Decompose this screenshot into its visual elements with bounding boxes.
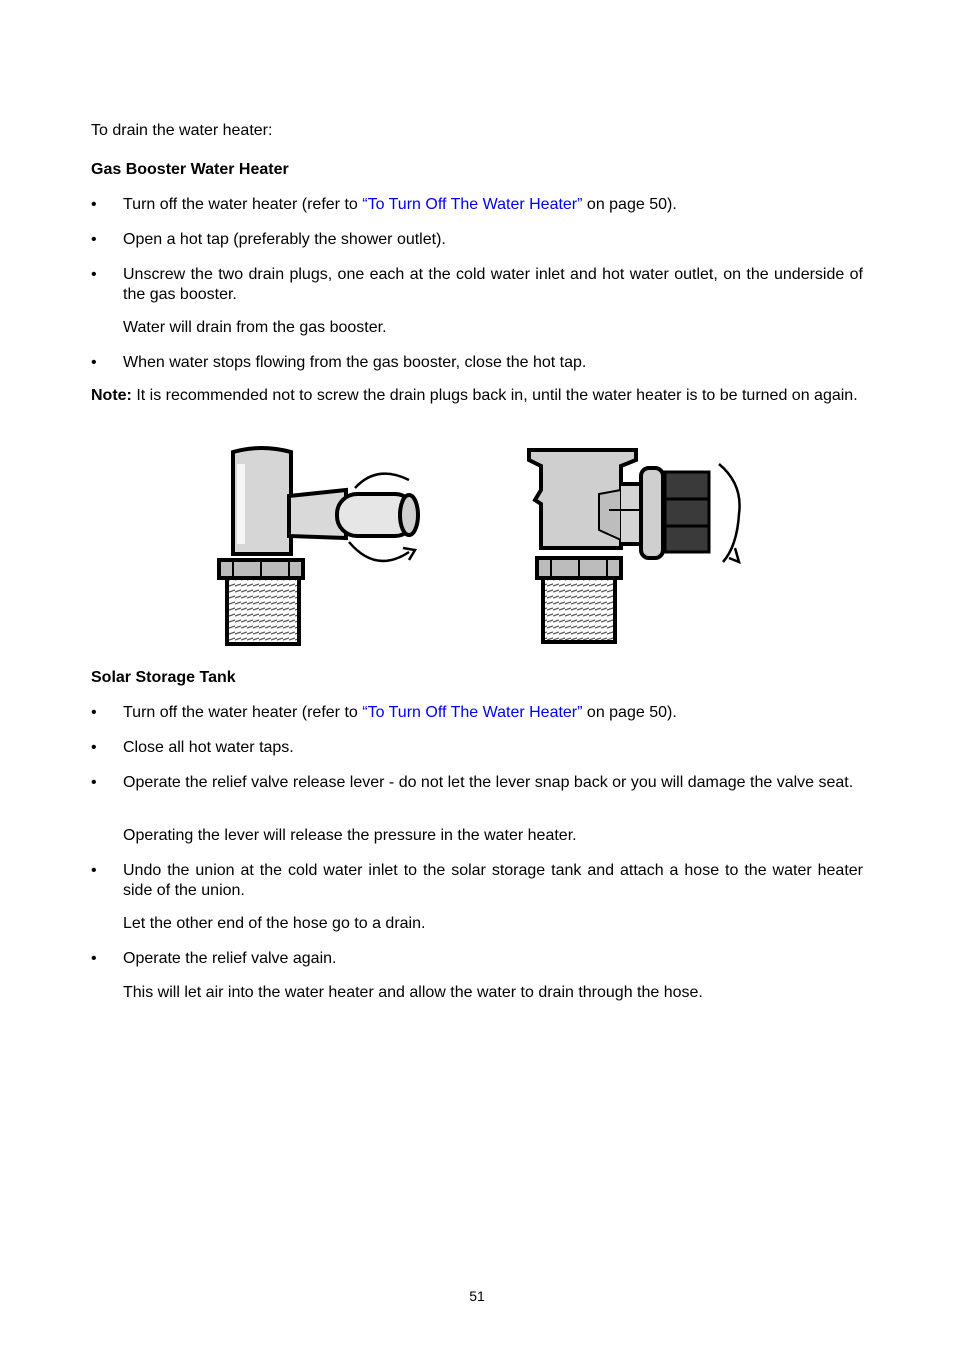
- bullet-icon: •: [91, 266, 97, 283]
- bullet-icon: •: [91, 196, 97, 213]
- bullet-icon: •: [91, 739, 97, 756]
- step-detail: Water will drain from the gas booster.: [123, 319, 387, 336]
- list-item: • Open a hot tap (preferably the shower outlet).: [91, 231, 446, 248]
- gas-step-3: [91, 265, 863, 305]
- step-detail: Let the other end of the hose go to a drain.: [123, 915, 426, 932]
- gas-step-4: [91, 353, 863, 373]
- bullet-icon: •: [91, 354, 97, 371]
- intro-text: To drain the water heater:: [91, 122, 273, 139]
- note-paragraph: Note: It is recommended not to screw the drain plugs back in, until the water heater is to be turned on again.: [91, 387, 858, 404]
- step-detail: This will let air into the water heater and allow the water to drain through the hose.: [123, 984, 703, 1001]
- page-number: 51: [469, 1288, 485, 1304]
- list-item: • Operate the relief valve again.: [91, 950, 337, 967]
- list-item: • Unscrew the two drain plugs, one each at the cold water inlet and hot water outlet, on the underside of the gas booster.: [91, 266, 863, 303]
- solar-step-5-detail: [91, 983, 863, 1003]
- bullet-icon: •: [91, 950, 97, 967]
- turn-off-heater-link[interactable]: “To Turn Off The Water Heater”: [362, 196, 583, 213]
- gas-step-3-detail: [91, 318, 863, 338]
- drain-plug-illustrations: [91, 444, 863, 650]
- solar-step-2: [91, 738, 863, 758]
- gas-step-2: [91, 230, 863, 250]
- step-detail: Operating the lever will release the pressure in the water heater.: [123, 827, 577, 844]
- bullet-icon: •: [91, 231, 97, 248]
- bullet-icon: •: [91, 704, 97, 721]
- bullet-icon: •: [91, 774, 97, 791]
- solar-storage-heading: Solar Storage Tank: [91, 669, 236, 686]
- bullet-icon: •: [91, 862, 97, 879]
- list-item: • Turn off the water heater (refer to “To Turn Off The Water Heater” on page 50).: [91, 704, 677, 721]
- list-item: • Undo the union at the cold water inlet to the solar storage tank and attach a hose to the water heater side of the union.: [91, 862, 863, 899]
- solar-step-3-detail: [91, 826, 863, 846]
- solar-step-3: [91, 773, 863, 793]
- solar-tank-drain-plug-illustration: [529, 450, 740, 642]
- gas-booster-steps: [91, 195, 863, 215]
- list-item: • Close all hot water taps.: [91, 739, 294, 756]
- solar-step-5: [91, 949, 863, 969]
- solar-step-1: [91, 703, 863, 723]
- gas-booster-heading: Gas Booster Water Heater: [91, 161, 289, 178]
- gas-booster-drain-plug-illustration: [219, 448, 418, 644]
- solar-step-4: [91, 861, 863, 901]
- turn-off-heater-link[interactable]: “To Turn Off The Water Heater”: [362, 704, 583, 721]
- list-item: • Operate the relief valve release lever - do not let the lever snap back or you will damage the valve seat.: [91, 774, 854, 791]
- list-item: • Turn off the water heater (refer to “To Turn Off The Water Heater” on page 50).: [91, 196, 677, 213]
- list-item: • When water stops flowing from the gas booster, close the hot tap.: [91, 354, 587, 371]
- solar-step-4-detail: [91, 914, 863, 934]
- note-label: Note:: [91, 387, 132, 404]
